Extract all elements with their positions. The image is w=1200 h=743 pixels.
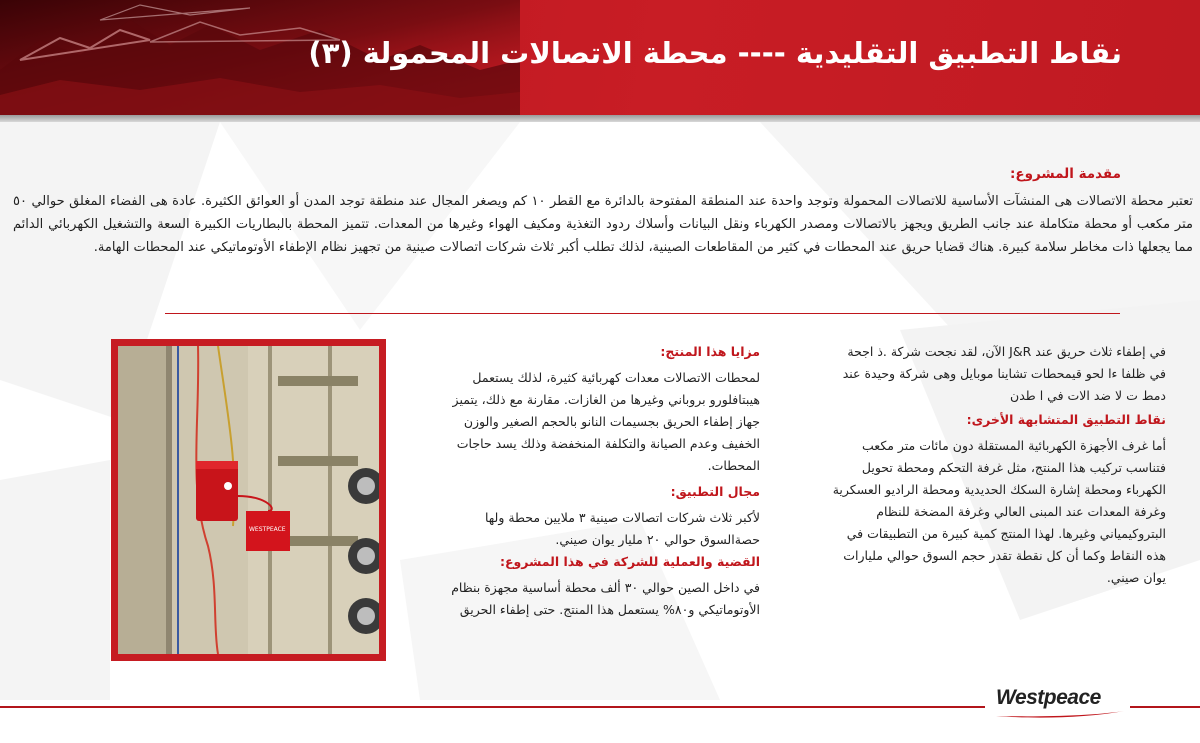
right-column [831,341,1166,589]
page-title: نقاط التطبيق التقليدية ---- محطة الاتصالات المحمولة (٣) [308,36,1122,70]
section-divider [165,313,1120,314]
station-photo [111,339,386,661]
intro-heading: مقدمة المشروع: [1009,166,1121,182]
logo-swoosh [996,710,1126,720]
middle-column [432,341,760,621]
case-text: في داخل الصين حوالي ٣٠ ألف محطة أساسية مجهزة بنظام الأوتوماتيكي و٨٠% يستعمل هذا المنتج. حتى إطفاء الحريق [451,580,760,617]
case-continued-text: في إطفاء ثلاث حريق عند J&R الآن، لقد نجحت شركة .ذ اجحة في ظلفا ءا لحو قيمحطات تشاينا موبايل وهى شركة وحيدة عند دمط ت لا ضد الات في ا طدن [842,344,1166,403]
similar-text: أما غرف الأجهزة الكهربائية المستقلة دون مائات متر مكعب فتناسب تركيب هذا المنتج، مثل غرفة التحكم ومحطة تحويل الكهرباء ومحطة إشارة السكك الحديدية ومحطة الراديو العسكرية وغرفة المعدات عند المبنى العالي وغرفة المضخة للنظام البتروكيمياني وغيرها. لهذا المنتج كمية كبيرة من التطبيقات في هذه النقاط وكما أن كل نقطة تقدر حجم السوق حوالي مليارات يوان صيني. [832,438,1166,585]
intro-paragraph: تعتبر محطة الاتصالات هى المنشآت الأساسية للاتصالات المحمولة وتوجد واحدة عند المنطقة المفتوحة بالدائرة مع القطر ١٠ كم ويصغر المجال عند منطقة توجد المدن أو العوائق الكثيرة. عادة هى الفضاء المغلق حوالي ٥٠ متر مكعب أو محطة متكاملة عند جانب الطريق ويجهز بالاتصالات ومصدر الكهرباء ونقل البيانات وأسلاك ردود التغذية ومكيف الهواء وغيرها من المعدات. تتميز المحطة بالبطاريات الكبيرة السعة والتشغيل الكهربائي الدائم مما يجعلها ذات مخاطر سلامة كبيرة. هناك قضايا حريق عند المحطات في كثير من المقاطعات الصينية، لذلك تطلب أكبر ثلاث شركات اتصالات صينية من تجهيز نظام الإطفاء الأوتوماتيكي عند المحطات الهامة. [13,194,1193,255]
logo-text: Westpeace [996,686,1101,709]
footer-line-left [0,706,985,708]
similar-heading: نقاط التطبيق المتشابهة الأخرى: [966,412,1166,427]
advantages-text: لمحطات الاتصالات معدات كهربائية كثيرة، لذلك يستعمل هيبتافلورو بروباني وغيرها من الغازات. مقارنة مع ذلك، يتميز جهاز إطفاء الحريق بجسيمات النانو بالحجم الصغير والوزن الخفيف وعدم الصيانة والتكلفة المنخفضة وذلك يسد حاجات المحطات. [452,370,760,473]
device-label: WESTPEACE [249,526,286,533]
application-heading: مجال التطبيق: [670,484,760,499]
case-heading: القضية والعملية للشركة في هذا المشروع: [499,554,760,569]
application-text: لأكبر ثلاث شركات اتصالات صينية ٣ ملايين محطة ولها حصةالسوق حوالي ٢٠ مليار يوان صيني. [484,510,760,547]
extinguisher-device [196,461,238,521]
footer-line-right [1130,706,1200,708]
advantages-heading: مزايا هذا المنتج: [660,344,760,359]
westpeace-logo [996,684,1126,720]
